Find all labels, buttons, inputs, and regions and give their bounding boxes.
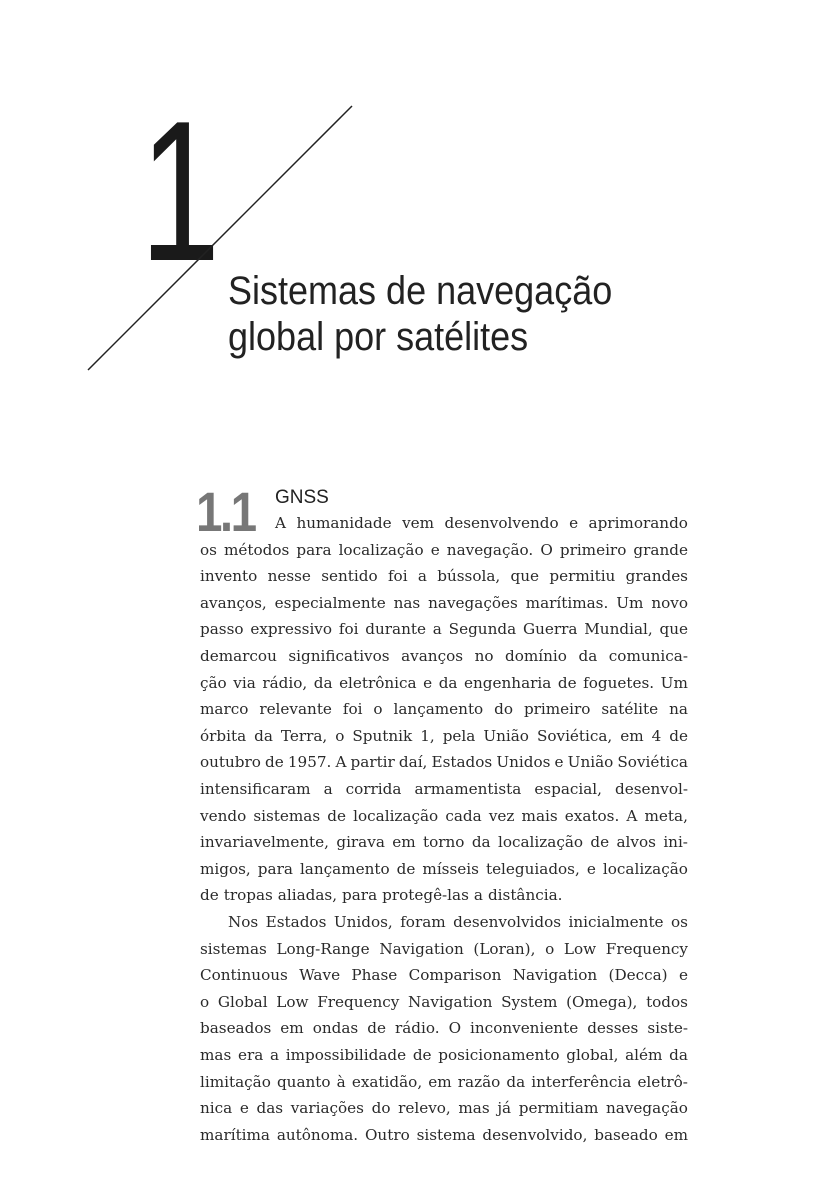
body-line: passo expressivo foi durante a Segunda Guerra Mundial, que — [200, 620, 688, 639]
body-line: intensificaram a corrida armamentista espacial, desenvol- — [200, 780, 688, 798]
body-line: o Global Low Frequency Navigation System (Omega), todos — [200, 992, 688, 1011]
body-line: vendo sistemas de localização cada vez mais exatos. A meta, — [200, 806, 688, 825]
body-line: outubro de 1957. A partir daí, Estados Unidos e União Soviética — [200, 753, 688, 772]
body-line: A humanidade vem desenvolvendo e aprimorando — [275, 514, 688, 532]
body-line: marco relevante foi o lançamento do primeiro satélite na — [200, 700, 688, 719]
chapter-title — [228, 268, 612, 360]
body-line: invariavelmente, girava em torno da localização de alvos ini- — [200, 833, 688, 852]
body-line: de tropas aliadas, para protegê-las a distância. — [200, 886, 563, 905]
body-line: Nos Estados Unidos, foram desenvolvidos inicialmente os — [228, 913, 688, 931]
body-line: sistemas Long-Range Navigation (Loran), o Low Frequency — [200, 939, 688, 958]
chapter-number: 1 — [140, 80, 218, 303]
body-line: limitação quanto à exatidão, em razão da interferência eletrô- — [200, 1072, 688, 1091]
body-line: marítima autônoma. Outro sistema desenvolvido, baseado em — [200, 1125, 688, 1144]
body-line: mas era a impossibilidade de posicionamento global, além da — [200, 1046, 688, 1064]
body-line: Continuous Wave Phase Comparison Navigation (Decca) e — [200, 966, 688, 985]
chapter-title-line: Sistemas de navegação — [228, 269, 613, 313]
body-line: nica e das variações do relevo, mas já permitiam navegação — [200, 1099, 688, 1118]
body-line: invento nesse sentido foi a bússola, que permitiu grandes — [200, 567, 688, 586]
body-line: os métodos para localização e navegação. O primeiro grande — [200, 540, 688, 559]
body-line: baseados em ondas de rádio. O inconveniente desses siste- — [200, 1019, 688, 1038]
body-line: migos, para lançamento de mísseis teleguiados, e localização — [200, 859, 688, 878]
body-line: demarcou significativos avanços no domínio da comunica- — [200, 647, 688, 665]
chapter-title-line: global por satélites — [228, 315, 529, 359]
body-line: órbita da Terra, o Sputnik 1, pela União Soviética, em 4 de — [200, 726, 688, 745]
section-title: GNSS — [275, 487, 329, 508]
body-line: avanços, especialmente nas navegações marítimas. Um novo — [200, 593, 688, 612]
section-number: 1.1 — [196, 480, 255, 543]
body-line: ção via rádio, da eletrônica e da engenharia de foguetes. Um — [200, 673, 688, 692]
